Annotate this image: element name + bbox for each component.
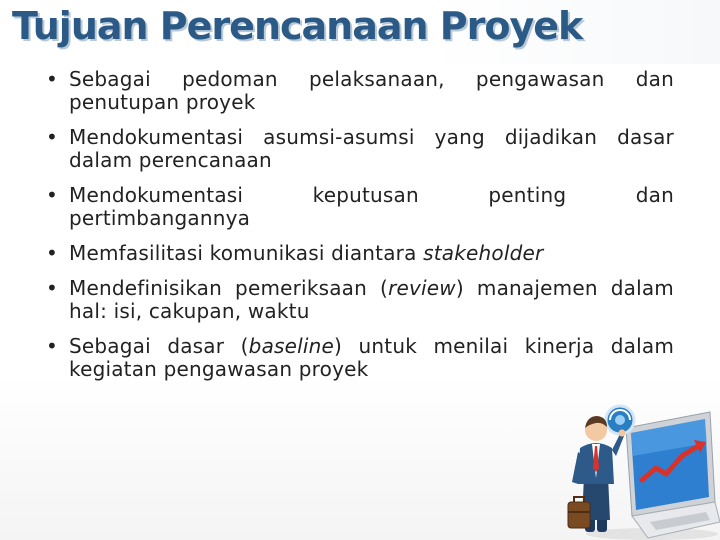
bullet-word: pelaksanaan, xyxy=(309,67,445,91)
bullet-item-6 xyxy=(44,335,674,381)
bullet-first-line xyxy=(69,68,674,91)
bullet-item-3 xyxy=(44,184,674,230)
bullet-text: Sebagai dasar ( xyxy=(69,334,249,358)
slide-title: Tujuan Perencanaan Proyek xyxy=(12,4,583,48)
bullet-item-4 xyxy=(44,242,674,265)
bullet-word: dan xyxy=(635,67,674,91)
bullet-icon: • xyxy=(46,125,58,149)
bullet-text: Mendefinisikan pemeriksaan ( xyxy=(69,276,389,300)
globe-badge-icon xyxy=(606,406,634,434)
bullet-icon: • xyxy=(46,67,58,91)
bullet-continuation: pertimbangannya xyxy=(69,206,251,230)
bullet-icon: • xyxy=(46,334,58,358)
bullet-first-line xyxy=(69,184,674,207)
bullet-text-after: ) manajemen dalam hal: isi, cakupan, waktu xyxy=(69,276,674,323)
bullet-word: yang xyxy=(434,125,485,149)
bullet-continuation: penutupan proyek xyxy=(69,90,256,114)
bullet-term: review xyxy=(388,276,456,300)
bullet-word: dasar xyxy=(617,125,674,149)
bullet-word: asumsi-asumsi xyxy=(263,125,415,149)
bullet-icon: • xyxy=(46,276,58,300)
bullet-word: penting xyxy=(488,183,567,207)
bullet-word: pengawasan xyxy=(475,67,605,91)
bullet-text: Memfasilitasi komunikasi diantara xyxy=(69,241,424,265)
bullet-item-1 xyxy=(44,68,674,114)
bullet-word: dan xyxy=(635,183,674,207)
bullet-text-after: ) untuk menilai kinerja dalam kegiatan pengawasan proyek xyxy=(69,334,674,381)
bullet-word: pedoman xyxy=(182,67,278,91)
bullet-word: Mendokumentasi xyxy=(69,183,244,207)
bullet-first-line xyxy=(69,126,674,149)
laptop-icon xyxy=(626,412,720,538)
bullet-item-2 xyxy=(44,126,674,172)
bullet-term: baseline xyxy=(248,334,335,358)
bullet-term: stakeholder xyxy=(423,241,544,265)
bullet-list xyxy=(44,68,674,393)
bullet-word: Mendokumentasi xyxy=(69,125,244,149)
bullet-icon: • xyxy=(46,241,58,265)
bullet-word: Sebagai xyxy=(69,67,151,91)
bullet-word: keputusan xyxy=(312,183,419,207)
business-illustration xyxy=(560,398,720,540)
bullet-continuation: dalam perencanaan xyxy=(69,148,272,172)
bullet-word: dijadikan xyxy=(504,125,598,149)
bullet-item-5 xyxy=(44,277,674,323)
bullet-icon: • xyxy=(46,183,58,207)
briefcase-icon xyxy=(568,497,590,528)
